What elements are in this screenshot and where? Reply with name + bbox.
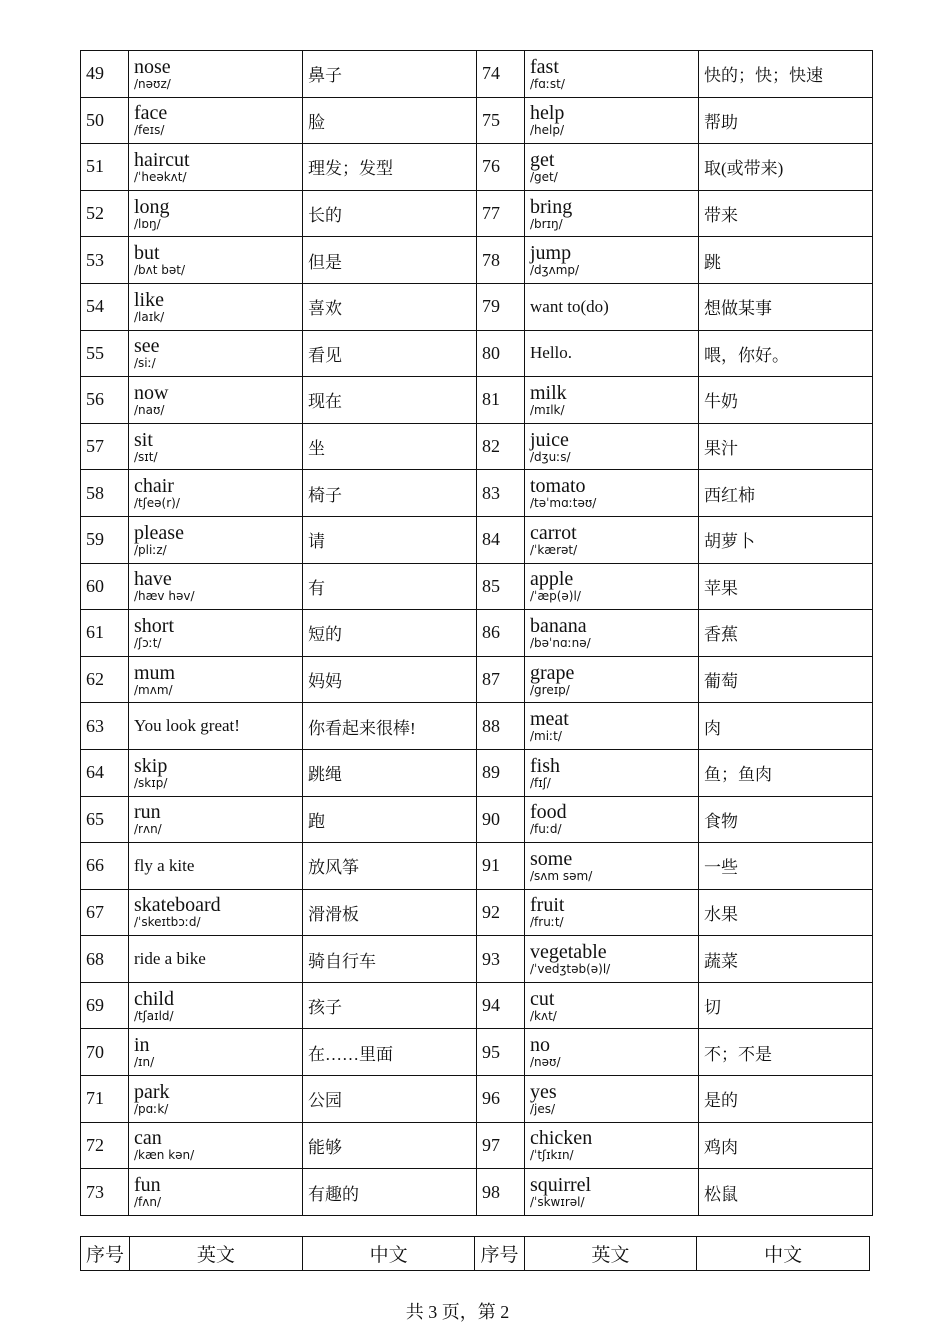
header-chinese: 中文 xyxy=(302,1237,475,1271)
entry-word: in xyxy=(134,1034,150,1057)
entry-english xyxy=(525,1169,699,1216)
entry-number: 80 xyxy=(477,330,525,377)
vocab-row xyxy=(81,1076,873,1123)
entry-chinese: 能够 xyxy=(303,1122,477,1169)
entry-number: 62 xyxy=(81,656,129,703)
entry-word: sit xyxy=(134,428,153,451)
vocab-row xyxy=(81,656,873,703)
entry-phonetic: /kʌt/ xyxy=(530,1008,557,1023)
entry-chinese: 是的 xyxy=(699,1076,873,1123)
entry-english xyxy=(129,796,303,843)
entry-word: help xyxy=(530,102,565,125)
entry-phonetic: /fʌn/ xyxy=(134,1195,162,1210)
entry-english xyxy=(129,283,303,330)
entry-phrase: You look great! xyxy=(134,716,240,736)
entry-chinese: 鱼；鱼肉 xyxy=(699,749,873,796)
entry-phonetic: /pliːz/ xyxy=(134,542,167,557)
entry-word: chicken xyxy=(530,1127,593,1150)
entry-chinese: 水果 xyxy=(699,889,873,936)
entry-word: long xyxy=(134,195,170,218)
column-header-table xyxy=(80,1236,870,1271)
entry-phonetic: /nəʊ/ xyxy=(530,1055,561,1070)
entry-word: food xyxy=(530,801,567,824)
entry-number: 56 xyxy=(81,377,129,424)
entry-phrase: Hello. xyxy=(530,343,573,363)
entry-chinese: 现在 xyxy=(303,377,477,424)
entry-english xyxy=(129,1122,303,1169)
entry-english xyxy=(525,749,699,796)
entry-phonetic: /mɪlk/ xyxy=(530,402,565,417)
entry-phonetic: /tʃeə(r)/ xyxy=(134,496,180,511)
entry-english xyxy=(525,283,699,330)
entry-number: 92 xyxy=(477,889,525,936)
entry-word: meat xyxy=(530,708,569,731)
vocabulary-table xyxy=(80,50,873,1216)
vocab-row xyxy=(81,190,873,237)
entry-number: 75 xyxy=(477,97,525,144)
entry-phonetic: /dʒuːs/ xyxy=(530,449,571,464)
entry-chinese: 快的；快；快速 xyxy=(699,51,873,98)
entry-chinese: 一些 xyxy=(699,843,873,890)
entry-number: 51 xyxy=(81,144,129,191)
entry-phonetic: /ˈskwɪrəl/ xyxy=(530,1195,585,1210)
entry-english xyxy=(525,843,699,890)
entry-word: carrot xyxy=(530,521,577,544)
entry-chinese: 葡萄 xyxy=(699,656,873,703)
entry-phonetic: /təˈmɑːtəʊ/ xyxy=(530,496,597,511)
entry-word: park xyxy=(134,1080,170,1103)
entry-english xyxy=(525,656,699,703)
entry-chinese: 在……里面 xyxy=(303,1029,477,1076)
vocab-row xyxy=(81,610,873,657)
entry-english xyxy=(129,423,303,470)
vocab-row xyxy=(81,330,873,377)
entry-english xyxy=(525,237,699,284)
entry-phonetic: /rʌn/ xyxy=(134,822,162,837)
entry-chinese: 坐 xyxy=(303,423,477,470)
entry-word: child xyxy=(134,987,174,1010)
entry-english xyxy=(129,1029,303,1076)
entry-word: bring xyxy=(530,195,573,218)
entry-phrase: want to(do) xyxy=(530,296,609,316)
entry-word: skateboard xyxy=(134,894,221,917)
entry-chinese: 长的 xyxy=(303,190,477,237)
entry-chinese: 看见 xyxy=(303,330,477,377)
entry-english xyxy=(129,516,303,563)
entry-word: nose xyxy=(134,55,171,78)
entry-english xyxy=(525,144,699,191)
entry-phonetic: /ˈskeɪtbɔːd/ xyxy=(134,915,201,930)
entry-english xyxy=(129,749,303,796)
vocabulary-table-body xyxy=(81,51,873,1216)
entry-number: 95 xyxy=(477,1029,525,1076)
entry-english xyxy=(129,656,303,703)
vocab-row xyxy=(81,1122,873,1169)
entry-phonetic: /bʌt bət/ xyxy=(134,263,186,278)
entry-number: 86 xyxy=(477,610,525,657)
entry-number: 73 xyxy=(81,1169,129,1216)
entry-word: can xyxy=(134,1127,162,1150)
entry-english xyxy=(129,377,303,424)
entry-chinese: 蔬菜 xyxy=(699,936,873,983)
entry-word: some xyxy=(530,847,573,870)
entry-phonetic: /siː/ xyxy=(134,356,156,371)
entry-phonetic: /ɪn/ xyxy=(134,1055,155,1070)
entry-number: 69 xyxy=(81,982,129,1029)
entry-english xyxy=(525,1029,699,1076)
vocab-row xyxy=(81,936,873,983)
column-header-row xyxy=(81,1237,870,1271)
entry-word: chair xyxy=(134,475,174,498)
entry-word: short xyxy=(134,614,174,637)
entry-number: 63 xyxy=(81,703,129,750)
entry-english xyxy=(129,563,303,610)
entry-english xyxy=(129,610,303,657)
entry-word: fast xyxy=(530,55,559,78)
vocab-row xyxy=(81,563,873,610)
entry-word: skip xyxy=(134,754,168,777)
entry-chinese: 跳 xyxy=(699,237,873,284)
entry-chinese: 短的 xyxy=(303,610,477,657)
entry-chinese: 喜欢 xyxy=(303,283,477,330)
entry-number: 72 xyxy=(81,1122,129,1169)
vocab-row xyxy=(81,796,873,843)
entry-chinese: 切 xyxy=(699,982,873,1029)
entry-phonetic: /pɑːk/ xyxy=(134,1101,169,1116)
entry-number: 59 xyxy=(81,516,129,563)
entry-word: run xyxy=(134,801,161,824)
entry-chinese: 脸 xyxy=(303,97,477,144)
vocab-row xyxy=(81,97,873,144)
entry-chinese: 放风筝 xyxy=(303,843,477,890)
entry-word: have xyxy=(134,568,172,591)
entry-chinese: 理发；发型 xyxy=(303,144,477,191)
entry-word: juice xyxy=(530,428,569,451)
entry-english xyxy=(129,1076,303,1123)
entry-number: 97 xyxy=(477,1122,525,1169)
entry-english xyxy=(129,470,303,517)
vocab-row xyxy=(81,982,873,1029)
entry-phonetic: /ʃɔːt/ xyxy=(134,635,162,650)
entry-phonetic: /sʌm səm/ xyxy=(530,868,593,883)
entry-english xyxy=(525,190,699,237)
entry-number: 68 xyxy=(81,936,129,983)
entry-english xyxy=(129,97,303,144)
entry-english xyxy=(525,1122,699,1169)
entry-chinese: 请 xyxy=(303,516,477,563)
entry-number: 89 xyxy=(477,749,525,796)
entry-number: 70 xyxy=(81,1029,129,1076)
entry-number: 98 xyxy=(477,1169,525,1216)
vocab-row xyxy=(81,470,873,517)
entry-english xyxy=(129,982,303,1029)
entry-word: apple xyxy=(530,568,574,591)
entry-english xyxy=(129,144,303,191)
entry-word: get xyxy=(530,148,555,171)
entry-phonetic: /hæv həv/ xyxy=(134,589,195,604)
entry-phonetic: /ˈheəkʌt/ xyxy=(134,169,187,184)
entry-phonetic: /fɑːst/ xyxy=(530,76,565,91)
entry-word: fruit xyxy=(530,894,565,917)
entry-chinese: 滑滑板 xyxy=(303,889,477,936)
entry-chinese: 骑自行车 xyxy=(303,936,477,983)
entry-number: 84 xyxy=(477,516,525,563)
entry-chinese: 你看起来很棒! xyxy=(303,703,477,750)
entry-number: 52 xyxy=(81,190,129,237)
entry-english xyxy=(129,190,303,237)
entry-english xyxy=(129,843,303,890)
entry-english xyxy=(525,796,699,843)
entry-phrase: ride a bike xyxy=(134,949,206,969)
entry-number: 79 xyxy=(477,283,525,330)
entry-phonetic: /ˈæp(ə)l/ xyxy=(530,589,581,604)
entry-phrase: fly a kite xyxy=(134,855,195,875)
vocab-row xyxy=(81,1029,873,1076)
entry-chinese: 松鼠 xyxy=(699,1169,873,1216)
entry-number: 50 xyxy=(81,97,129,144)
vocab-row xyxy=(81,1169,873,1216)
entry-phonetic: /get/ xyxy=(530,169,558,184)
entry-number: 53 xyxy=(81,237,129,284)
entry-chinese: 喂，你好。 xyxy=(699,330,873,377)
entry-english xyxy=(129,1169,303,1216)
entry-number: 66 xyxy=(81,843,129,890)
entry-word: face xyxy=(134,102,168,125)
entry-word: tomato xyxy=(530,475,586,498)
entry-number: 71 xyxy=(81,1076,129,1123)
entry-number: 90 xyxy=(477,796,525,843)
entry-word: now xyxy=(134,381,169,404)
entry-number: 85 xyxy=(477,563,525,610)
entry-number: 82 xyxy=(477,423,525,470)
entry-english xyxy=(525,97,699,144)
entry-english xyxy=(129,51,303,98)
entry-word: fish xyxy=(530,754,560,777)
entry-word: but xyxy=(134,242,160,265)
entry-english xyxy=(129,330,303,377)
entry-word: mum xyxy=(134,661,176,684)
vocab-row xyxy=(81,144,873,191)
entry-english xyxy=(525,470,699,517)
entry-word: banana xyxy=(530,614,587,637)
header-number: 序号 xyxy=(475,1237,524,1271)
entry-word: yes xyxy=(530,1080,557,1103)
entry-chinese: 带来 xyxy=(699,190,873,237)
entry-number: 65 xyxy=(81,796,129,843)
entry-phonetic: /sɪt/ xyxy=(134,449,158,464)
entry-english xyxy=(525,330,699,377)
vocab-row xyxy=(81,889,873,936)
entry-chinese: 食物 xyxy=(699,796,873,843)
entry-chinese: 果汁 xyxy=(699,423,873,470)
header-number: 序号 xyxy=(81,1237,130,1271)
entry-word: no xyxy=(530,1034,550,1057)
entry-english xyxy=(525,1076,699,1123)
entry-phonetic: /help/ xyxy=(530,123,565,138)
entry-chinese: 肉 xyxy=(699,703,873,750)
entry-phonetic: /ˈkærət/ xyxy=(530,542,578,557)
vocab-row xyxy=(81,843,873,890)
entry-number: 57 xyxy=(81,423,129,470)
entry-number: 77 xyxy=(477,190,525,237)
entry-chinese: 鸡肉 xyxy=(699,1122,873,1169)
vocab-row xyxy=(81,516,873,563)
entry-phonetic: /mʌm/ xyxy=(134,682,173,697)
entry-phonetic: /lɒŋ/ xyxy=(134,216,161,231)
entry-number: 94 xyxy=(477,982,525,1029)
entry-chinese: 胡萝卜 xyxy=(699,516,873,563)
entry-word: fun xyxy=(134,1174,161,1197)
entry-english xyxy=(525,936,699,983)
entry-english xyxy=(129,889,303,936)
entry-number: 87 xyxy=(477,656,525,703)
vocab-row xyxy=(81,377,873,424)
entry-english xyxy=(525,377,699,424)
entry-number: 81 xyxy=(477,377,525,424)
entry-chinese: 取(或带来) xyxy=(699,144,873,191)
entry-english xyxy=(525,982,699,1029)
entry-number: 58 xyxy=(81,470,129,517)
entry-chinese: 帮助 xyxy=(699,97,873,144)
entry-number: 54 xyxy=(81,283,129,330)
entry-number: 91 xyxy=(477,843,525,890)
entry-word: grape xyxy=(530,661,575,684)
entry-phonetic: /feɪs/ xyxy=(134,123,165,138)
entry-word: see xyxy=(134,335,160,358)
page-number: 共 3 页，第 2 xyxy=(405,1302,510,1322)
vocab-row xyxy=(81,749,873,796)
entry-phonetic: /skɪp/ xyxy=(134,775,168,790)
entry-number: 61 xyxy=(81,610,129,657)
entry-word: please xyxy=(134,521,184,544)
entry-english xyxy=(525,889,699,936)
vocab-row xyxy=(81,283,873,330)
entry-chinese: 妈妈 xyxy=(303,656,477,703)
entry-phonetic: /dʒʌmp/ xyxy=(530,263,580,278)
entry-number: 55 xyxy=(81,330,129,377)
entry-number: 49 xyxy=(81,51,129,98)
entry-chinese: 香蕉 xyxy=(699,610,873,657)
entry-number: 83 xyxy=(477,470,525,517)
entry-english xyxy=(525,51,699,98)
entry-number: 67 xyxy=(81,889,129,936)
entry-english xyxy=(525,423,699,470)
entry-word: cut xyxy=(530,987,555,1010)
entry-english xyxy=(525,563,699,610)
entry-chinese: 公园 xyxy=(303,1076,477,1123)
entry-english xyxy=(129,237,303,284)
entry-english xyxy=(525,610,699,657)
entry-number: 64 xyxy=(81,749,129,796)
entry-phonetic: /kæn kən/ xyxy=(134,1148,195,1163)
entry-phonetic: /jes/ xyxy=(530,1101,556,1116)
entry-chinese: 想做某事 xyxy=(699,283,873,330)
entry-phonetic: /naʊ/ xyxy=(134,402,165,417)
entry-number: 96 xyxy=(477,1076,525,1123)
entry-number: 88 xyxy=(477,703,525,750)
entry-word: haircut xyxy=(134,148,190,171)
entry-number: 74 xyxy=(477,51,525,98)
entry-chinese: 跑 xyxy=(303,796,477,843)
entry-chinese: 不；不是 xyxy=(699,1029,873,1076)
entry-phonetic: /ˈtʃɪkɪn/ xyxy=(530,1148,574,1163)
entry-chinese: 西红柿 xyxy=(699,470,873,517)
entry-number: 60 xyxy=(81,563,129,610)
entry-chinese: 椅子 xyxy=(303,470,477,517)
entry-chinese: 鼻子 xyxy=(303,51,477,98)
header-english: 英文 xyxy=(130,1237,303,1271)
entry-word: squirrel xyxy=(530,1174,592,1197)
entry-chinese: 有 xyxy=(303,563,477,610)
entry-english xyxy=(525,703,699,750)
entry-phonetic: /fruːt/ xyxy=(530,915,564,930)
entry-chinese: 孩子 xyxy=(303,982,477,1029)
entry-phonetic: /bəˈnɑːnə/ xyxy=(530,635,591,650)
vocab-row xyxy=(81,703,873,750)
entry-phonetic: /miːt/ xyxy=(530,729,562,744)
entry-number: 76 xyxy=(477,144,525,191)
vocab-row xyxy=(81,51,873,98)
entry-word: jump xyxy=(530,242,572,265)
entry-chinese: 有趣的 xyxy=(303,1169,477,1216)
entry-english xyxy=(129,936,303,983)
entry-chinese: 但是 xyxy=(303,237,477,284)
entry-word: like xyxy=(134,288,164,311)
entry-chinese: 牛奶 xyxy=(699,377,873,424)
entry-phonetic: /tʃaɪld/ xyxy=(134,1008,174,1023)
entry-phonetic: /laɪk/ xyxy=(134,309,165,324)
entry-number: 93 xyxy=(477,936,525,983)
entry-phonetic: /nəʊz/ xyxy=(134,76,171,91)
entry-phonetic: /greɪp/ xyxy=(530,682,570,697)
entry-chinese: 苹果 xyxy=(699,563,873,610)
vocab-row xyxy=(81,423,873,470)
header-chinese: 中文 xyxy=(697,1237,870,1271)
entry-phonetic: /fuːd/ xyxy=(530,822,562,837)
header-english: 英文 xyxy=(524,1237,697,1271)
entry-phonetic: /brɪŋ/ xyxy=(530,216,563,231)
entry-chinese: 跳绳 xyxy=(303,749,477,796)
entry-phonetic: /ˈvedʒtəb(ə)l/ xyxy=(530,962,611,977)
entry-number: 78 xyxy=(477,237,525,284)
entry-phonetic: /fɪʃ/ xyxy=(530,775,551,790)
entry-english xyxy=(129,703,303,750)
vocab-row xyxy=(81,237,873,284)
entry-word: vegetable xyxy=(530,941,607,964)
entry-english xyxy=(525,516,699,563)
entry-word: milk xyxy=(530,381,567,404)
